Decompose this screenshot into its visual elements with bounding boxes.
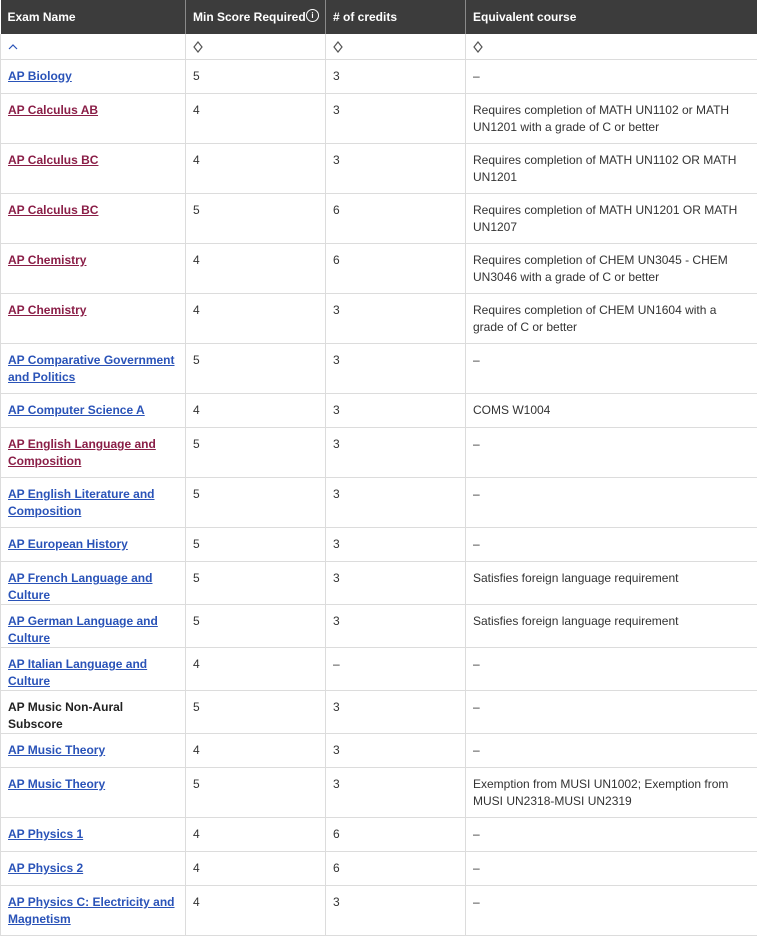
exam-link[interactable]: AP German Language and Culture: [8, 614, 158, 645]
equivalent-course-cell: –: [466, 818, 757, 852]
min-score-cell: 4: [186, 294, 326, 344]
table-row: [1, 344, 757, 394]
exam-link[interactable]: AP Physics 1: [8, 827, 83, 841]
table-row: [1, 818, 757, 852]
equivalent-course-cell: –: [466, 60, 757, 94]
exam-link[interactable]: AP Calculus BC: [8, 153, 98, 167]
credits-cell: 3: [326, 294, 466, 344]
credits-cell: 6: [326, 818, 466, 852]
equivalent-course-cell: –: [466, 734, 757, 768]
min-score-cell: 5: [186, 562, 326, 605]
table-row: [1, 394, 757, 428]
credits-cell: 3: [326, 60, 466, 94]
equivalent-course-cell: –: [466, 528, 757, 562]
exam-link[interactable]: AP Physics C: Electricity and Magnetism: [8, 895, 175, 926]
table-row: [1, 428, 757, 478]
table-row: [1, 605, 757, 648]
exam-link[interactable]: AP Calculus AB: [8, 103, 98, 117]
credits-cell: 3: [326, 94, 466, 144]
min-score-cell: 5: [186, 194, 326, 244]
min-score-cell: 4: [186, 648, 326, 691]
equivalent-course-cell: Requires completion of MATH UN1201 OR MATH UN1207: [466, 194, 757, 244]
min-score-cell: 4: [186, 244, 326, 294]
equivalent-course-cell: COMS W1004: [466, 394, 757, 428]
exam-link[interactable]: AP Physics 2: [8, 861, 83, 875]
min-score-cell: 5: [186, 768, 326, 818]
credits-cell: 3: [326, 562, 466, 605]
equivalent-course-cell: Requires completion of CHEM UN3045 - CHEM UN3046 with a grade of C or better: [466, 244, 757, 294]
equivalent-course-cell: –: [466, 478, 757, 528]
credits-cell: 3: [326, 344, 466, 394]
exam-link[interactable]: AP English Language and Composition: [8, 437, 156, 468]
min-score-cell: 4: [186, 818, 326, 852]
min-score-cell: 5: [186, 605, 326, 648]
exam-link[interactable]: AP French Language and Culture: [8, 571, 152, 602]
info-icon[interactable]: i: [306, 9, 319, 22]
sort-ascending-icon[interactable]: [8, 43, 178, 51]
table-row: [1, 528, 757, 562]
table-row: [1, 648, 757, 691]
header-exam-name[interactable]: Exam Name: [1, 0, 186, 34]
credits-cell: –: [326, 648, 466, 691]
min-score-cell: 5: [186, 478, 326, 528]
exam-link[interactable]: AP Computer Science A: [8, 403, 145, 417]
table-row: [1, 60, 757, 94]
equivalent-course-cell: –: [466, 344, 757, 394]
min-score-cell: 5: [186, 691, 326, 734]
min-score-cell: 5: [186, 60, 326, 94]
sort-controls-row: [1, 34, 757, 60]
exam-link[interactable]: AP English Literature and Composition: [8, 487, 154, 518]
header-equivalent-course[interactable]: Equivalent course: [466, 0, 757, 34]
equivalent-course-cell: Requires completion of MATH UN1102 OR MATH UN1201: [466, 144, 757, 194]
equivalent-course-cell: –: [466, 691, 757, 734]
credits-cell: 3: [326, 394, 466, 428]
credits-cell: 3: [326, 144, 466, 194]
credits-cell: 3: [326, 768, 466, 818]
credits-cell: 3: [326, 691, 466, 734]
credits-cell: 3: [326, 886, 466, 936]
exam-name-text: AP Music Non-Aural Subscore: [8, 700, 123, 731]
table-row: [1, 852, 757, 886]
exam-link[interactable]: AP Music Theory: [8, 777, 105, 791]
exam-link[interactable]: AP Comparative Government and Politics: [8, 353, 175, 384]
exam-link[interactable]: AP Chemistry: [8, 253, 86, 267]
equivalent-course-cell: Requires completion of MATH UN1102 or MATH UN1201 with a grade of C or better: [466, 94, 757, 144]
exam-link[interactable]: AP European History: [8, 537, 128, 551]
table-row: [1, 294, 757, 344]
credits-cell: 6: [326, 194, 466, 244]
credits-cell: 3: [326, 478, 466, 528]
credits-cell: 6: [326, 852, 466, 886]
credits-cell: 6: [326, 244, 466, 294]
sort-toggle-icon[interactable]: [193, 41, 318, 53]
sort-toggle-icon[interactable]: [333, 41, 458, 53]
table-header-row: [1, 0, 757, 34]
header-credits[interactable]: # of credits: [326, 0, 466, 34]
equivalent-course-cell: –: [466, 852, 757, 886]
credits-cell: 3: [326, 428, 466, 478]
table-row: [1, 144, 757, 194]
table-row: [1, 478, 757, 528]
min-score-cell: 4: [186, 94, 326, 144]
table-row: [1, 94, 757, 144]
exam-link[interactable]: AP Biology: [8, 69, 72, 83]
min-score-cell: 5: [186, 344, 326, 394]
table-row: [1, 194, 757, 244]
table-row: [1, 562, 757, 605]
min-score-cell: 4: [186, 734, 326, 768]
table-row: [1, 244, 757, 294]
min-score-cell: 5: [186, 428, 326, 478]
equivalent-course-cell: Satisfies foreign language requirement: [466, 562, 757, 605]
exam-link[interactable]: AP Italian Language and Culture: [8, 657, 147, 688]
min-score-cell: 4: [186, 394, 326, 428]
equivalent-course-cell: –: [466, 648, 757, 691]
min-score-cell: 4: [186, 886, 326, 936]
table-row: [1, 886, 757, 936]
header-min-score[interactable]: Min Score Required i: [186, 0, 326, 34]
min-score-cell: 4: [186, 144, 326, 194]
table-row: [1, 734, 757, 768]
credits-cell: 3: [326, 528, 466, 562]
exam-link[interactable]: AP Chemistry: [8, 303, 86, 317]
table-row: [1, 691, 757, 734]
exam-link[interactable]: AP Calculus BC: [8, 203, 98, 217]
equivalent-course-cell: –: [466, 428, 757, 478]
min-score-cell: 5: [186, 528, 326, 562]
equivalent-course-cell: Exemption from MUSI UN1002; Exemption from MUSI UN2318-MUSI UN2319: [466, 768, 757, 818]
credits-cell: 3: [326, 734, 466, 768]
equivalent-course-cell: Satisfies foreign language requirement: [466, 605, 757, 648]
equivalent-course-cell: –: [466, 886, 757, 936]
exam-link[interactable]: AP Music Theory: [8, 743, 105, 757]
table-row: [1, 768, 757, 818]
equivalent-course-cell: Requires completion of CHEM UN1604 with a grade of C or better: [466, 294, 757, 344]
credits-cell: 3: [326, 605, 466, 648]
min-score-cell: 4: [186, 852, 326, 886]
sort-toggle-icon[interactable]: [473, 41, 750, 53]
